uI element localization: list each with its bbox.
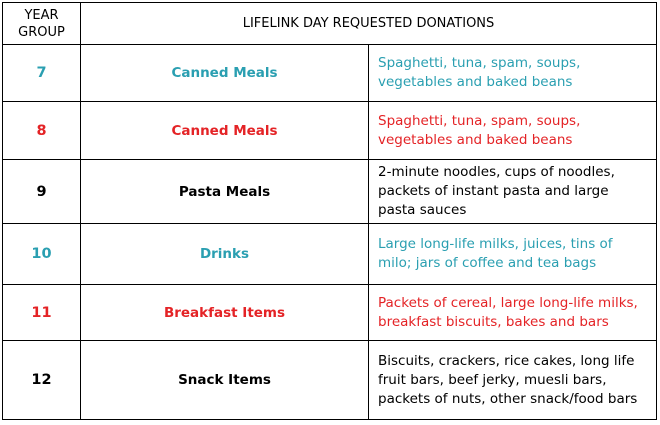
items-cell: 2-minute noodles, cups of noodles, packets of instant pasta and large pasta sauces bbox=[369, 160, 657, 224]
table-row bbox=[3, 224, 657, 285]
table-row bbox=[3, 285, 657, 341]
category-cell: Pasta Meals bbox=[81, 160, 369, 224]
items-cell: Packets of cereal, large long-life milks, breakfast biscuits, bakes and bars bbox=[369, 285, 657, 341]
year-group-header bbox=[3, 3, 81, 45]
items-cell: Biscuits, crackers, rice cakes, long life fruit bars, beef jerky, muesli bars, packets of nuts, other snack/food bars bbox=[369, 341, 657, 420]
year-header-line2: GROUP bbox=[18, 24, 65, 40]
table-title-header: LIFELINK DAY REQUESTED DONATIONS bbox=[81, 3, 657, 45]
category-cell: Breakfast Items bbox=[81, 285, 369, 341]
year-cell: 12 bbox=[3, 341, 81, 420]
year-cell: 10 bbox=[3, 224, 81, 285]
category-cell: Canned Meals bbox=[81, 102, 369, 160]
items-cell: Spaghetti, tuna, spam, soups, vegetables and baked beans bbox=[369, 102, 657, 160]
year-cell: 7 bbox=[3, 45, 81, 102]
items-cell: Large long-life milks, juices, tins of milo; jars of coffee and tea bags bbox=[369, 224, 657, 285]
year-cell: 8 bbox=[3, 102, 81, 160]
table-row bbox=[3, 341, 657, 420]
year-cell: 11 bbox=[3, 285, 81, 341]
table-header-row bbox=[3, 3, 657, 45]
table-row bbox=[3, 102, 657, 160]
table-row bbox=[3, 45, 657, 102]
category-cell: Snack Items bbox=[81, 341, 369, 420]
donations-table bbox=[2, 2, 657, 420]
category-cell: Canned Meals bbox=[81, 45, 369, 102]
year-cell: 9 bbox=[3, 160, 81, 224]
year-header-line1: YEAR bbox=[24, 7, 59, 23]
category-cell: Drinks bbox=[81, 224, 369, 285]
items-cell: Spaghetti, tuna, spam, soups, vegetables and baked beans bbox=[369, 45, 657, 102]
table-row bbox=[3, 160, 657, 224]
